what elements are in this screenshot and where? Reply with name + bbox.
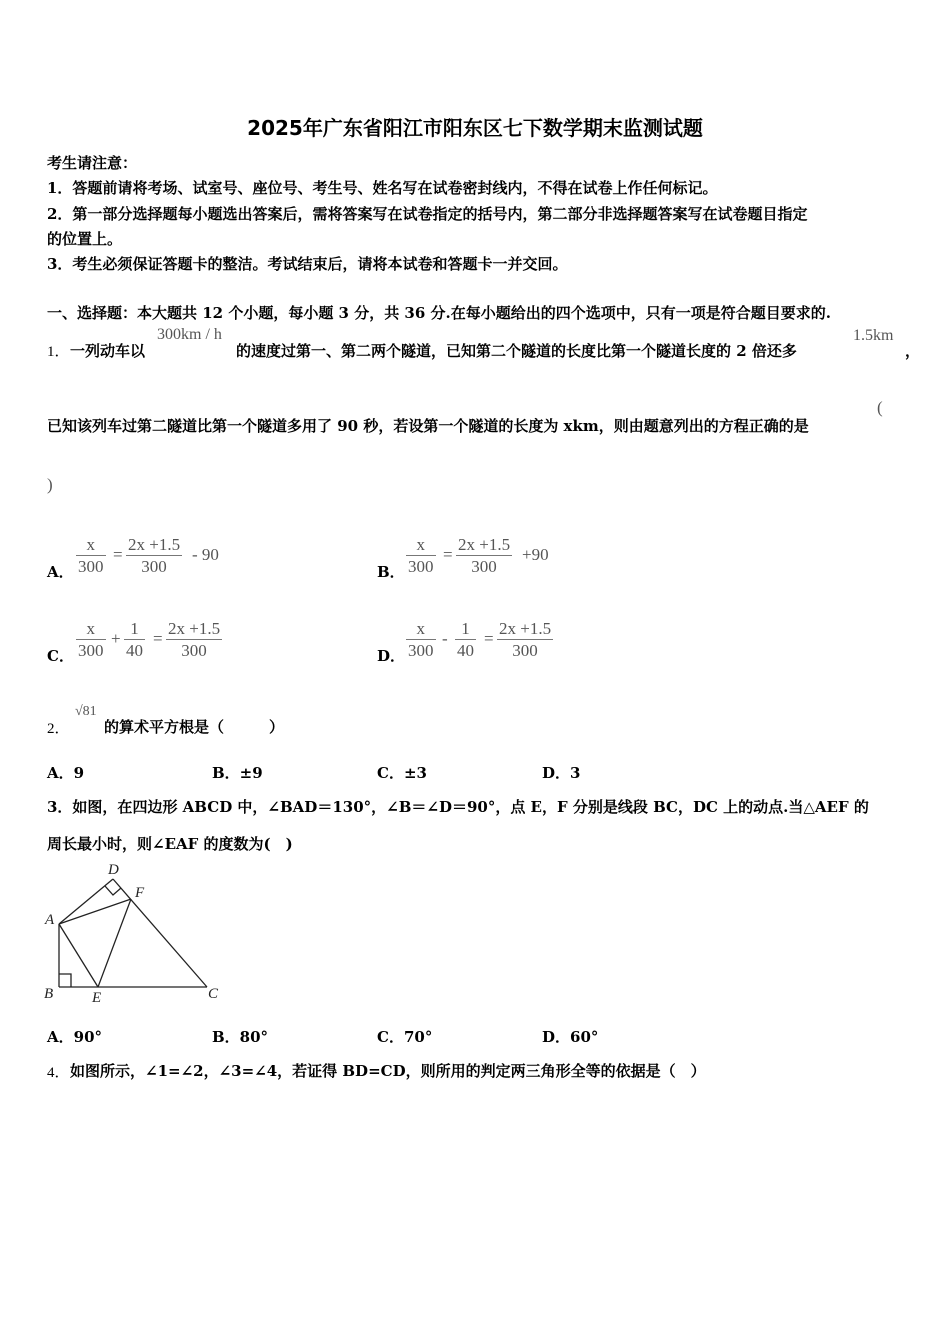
label-d: D <box>108 862 119 878</box>
q3-text-line2: 周长最小时，则∠EAF 的度数为( ) <box>47 835 293 853</box>
label-f: F <box>135 885 145 901</box>
label-a: A <box>45 912 55 928</box>
q1-option-b-label[interactable]: B． <box>377 563 405 581</box>
numerator: x <box>416 535 425 554</box>
numerator: x <box>86 535 95 554</box>
notice-item-1: 1．答题前请将考场、试室号、座位号、考生号、姓名写在试卷密封线内，不得在试卷上作任何标记。 <box>47 179 718 197</box>
denominator: 300 <box>497 639 553 662</box>
segment-ef <box>98 899 131 987</box>
q1-option-c-frac1 <box>76 619 106 662</box>
numerator: 1 <box>461 619 470 638</box>
equals-sign: = <box>484 629 494 648</box>
page-title: 2025年广东省阳江市阳东区七下数学期末监测试题 <box>247 116 703 140</box>
q1-text-part2: 的速度过第一、第二两个隧道，已知第二个隧道的长度比第一个隧道长度的 2 倍还多 <box>236 342 797 360</box>
q3-option-c[interactable]: C．70° <box>377 1028 433 1046</box>
equals-sign: = <box>443 545 453 564</box>
q1-number: 1． <box>47 344 70 360</box>
q1-close-paren: ) <box>47 475 53 494</box>
q4-number: 4． <box>47 1065 70 1081</box>
denominator: 300 <box>408 557 434 576</box>
numerator: 2x +1.5 <box>458 535 511 554</box>
numerator: 2x +1.5 <box>499 619 552 638</box>
label-e: E <box>92 990 102 1006</box>
q1-option-b-tail: +90 <box>522 545 549 564</box>
q3-option-a[interactable]: A．90° <box>47 1028 103 1046</box>
q1-open-paren: ( <box>877 398 883 417</box>
numerator: 2x +1.5 <box>128 535 181 554</box>
q2-option-b[interactable]: B．±9 <box>212 764 263 782</box>
q1-comma: ， <box>905 342 921 360</box>
q2-option-c[interactable]: C．±3 <box>377 764 427 782</box>
denominator: 300 <box>166 639 222 662</box>
q1-option-d-frac2 <box>455 619 476 662</box>
q1-option-a-frac1 <box>76 535 106 578</box>
q3-text-line1: 3．如图，在四边形 ABCD 中，∠BAD＝130°，∠B＝∠D＝90°，点 E，F 分别是线段 BC，DC 上的动点.当△AEF 的 <box>47 798 869 816</box>
q1-extra-length: 1.5km <box>853 327 894 344</box>
q3-figure <box>40 858 230 1008</box>
q1-option-a-frac2 <box>126 535 182 578</box>
numerator: x <box>416 619 425 638</box>
q1-text-line2: 已知该列车过第二隧道比第一个隧道多用了 90 秒，若设第一个隧道的长度为 xkm，则由题意列出的方程正确的是 <box>47 417 809 435</box>
q2-radical: √81 <box>75 704 97 719</box>
section-heading: 一、选择题：本大题共 12 个小题，每小题 3 分，共 36 分.在每小题给出的四个选项中，只有一项是符合题目要求的. <box>47 304 831 322</box>
numerator: 2x +1.5 <box>168 619 221 638</box>
q4-text: 如图所示，∠1=∠2，∠3=∠4，若证得 BD=CD，则所用的判定两三角形全等的依据是（ ） <box>70 1062 706 1080</box>
q1-option-b-frac1 <box>406 535 436 578</box>
segment-ae <box>59 924 98 987</box>
q1-option-c-label[interactable]: C． <box>47 647 74 665</box>
numerator: 1 <box>130 619 139 638</box>
q1-option-d-frac3 <box>497 619 553 662</box>
plus-sign: + <box>111 629 121 648</box>
q1-speed: 300km / h <box>157 326 222 343</box>
equals-sign: = <box>153 629 163 648</box>
q3-option-b[interactable]: B．80° <box>212 1028 269 1046</box>
numerator: x <box>86 619 95 638</box>
notice-item-3: 3．考生必须保证答题卡的整洁。考试结束后，请将本试卷和答题卡一并交回。 <box>47 255 568 273</box>
denominator: 300 <box>456 555 512 578</box>
q1-text-part1: 一列动车以 <box>70 342 146 360</box>
q1-option-d-frac1 <box>406 619 436 662</box>
q2-option-a[interactable]: A．9 <box>47 764 85 782</box>
segment-af <box>59 899 131 924</box>
q1-option-b-frac2 <box>456 535 512 578</box>
notice-heading: 考生请注意： <box>47 154 138 172</box>
denominator: 40 <box>126 641 143 660</box>
denominator: 40 <box>457 641 474 660</box>
q1-option-a-label[interactable]: A． <box>47 563 74 581</box>
q1-option-a-tail: - 90 <box>192 545 219 564</box>
denominator: 300 <box>78 557 104 576</box>
equals-sign: = <box>113 545 123 564</box>
label-c: C <box>208 986 219 1002</box>
q2-text: 的算术平方根是（ ） <box>104 718 285 736</box>
denominator: 300 <box>126 555 182 578</box>
denominator: 300 <box>78 641 104 660</box>
q1-option-c-frac3 <box>166 619 222 662</box>
q3-option-d[interactable]: D．60° <box>542 1028 599 1046</box>
q2-option-d[interactable]: D．3 <box>542 764 581 782</box>
q2-number: 2． <box>47 721 70 737</box>
label-b: B <box>44 986 54 1002</box>
right-angle-d-icon <box>105 886 121 895</box>
notice-item-2: 2．第一部分选择题每小题选出答案后，需将答案写在试卷指定的括号内，第二部分非选择题答案写在试卷题目指定 <box>47 205 808 223</box>
q1-option-d-label[interactable]: D． <box>377 647 406 665</box>
q1-option-c-frac2 <box>124 619 145 662</box>
segment-ad <box>59 879 113 924</box>
denominator: 300 <box>408 641 434 660</box>
segment-dc <box>113 879 207 987</box>
notice-item-2-cont: 的位置上。 <box>47 230 123 248</box>
minus-sign: - <box>442 629 448 648</box>
right-angle-b-icon <box>59 974 71 987</box>
